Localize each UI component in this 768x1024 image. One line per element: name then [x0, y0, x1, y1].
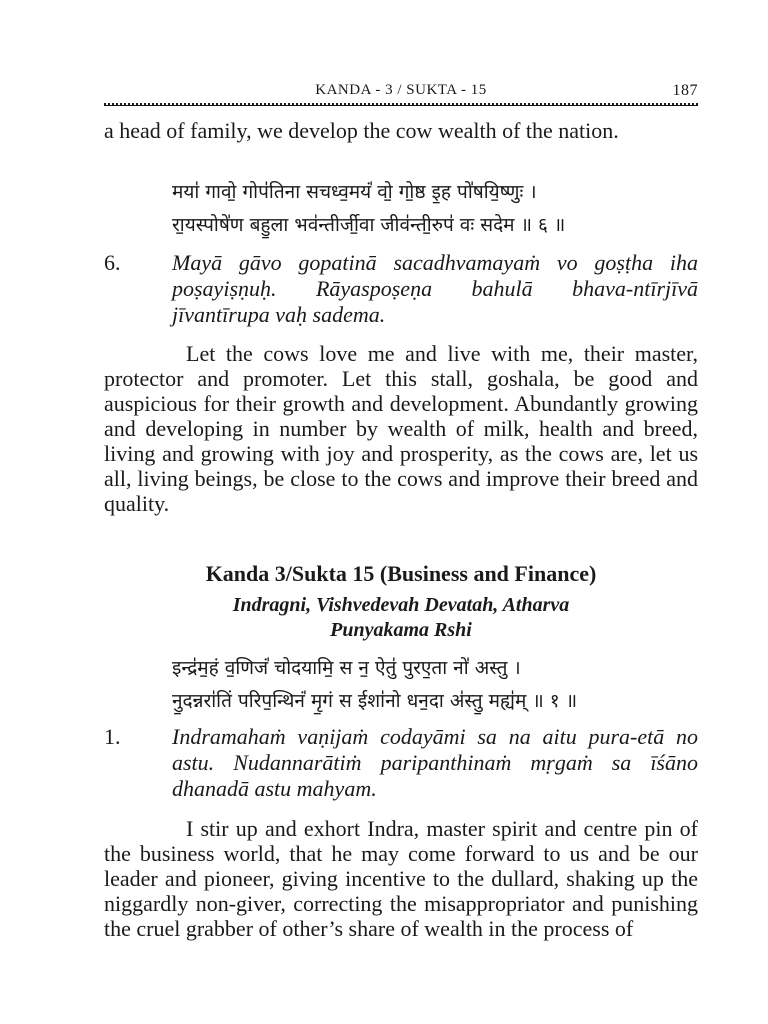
verse1-sanskrit-line2: नु॒दन्नरा॑तिं परिप॒न्थिनं॑ मृ॒गं स ईशा॑नो धन॒दा अ॑स्तु॒ मह्य॑म् ॥ १ ॥ — [172, 690, 578, 712]
section-heading: Kanda 3/Sukta 15 (Business and Finance) — [205, 561, 597, 586]
header-rule — [104, 103, 698, 106]
header-title: KANDA - 3 / SUKTA - 15 — [315, 82, 487, 98]
section-subheading-line1: Indragni, Vishvedevah Devatah, Atharva — [232, 594, 570, 616]
verse6-transliteration: Mayā gāvo gopatinā sacadhvamayaṁ vo goṣṭha iha poṣayiṣṇuḥ. Rāyaspoṣeṇa bahulā bhava-ntīrjīvā jīvantīrupa vaḥ sadema. — [172, 250, 698, 327]
verse1-transliteration: Indramahaṁ vaṇijaṁ codayāmi sa na aitu pura-etā no astu. Nudannarātiṁ paripanthinaṁ mṛgaṁ sa īśāno dhanadā astu mahyam. — [172, 724, 698, 801]
verse6-number: 6. — [104, 250, 121, 275]
verse1-sanskrit-line1: इन्द्र॑म॒हं व॒णिजं॑ चोदयामि॒ स न॒ ऐतु॑ पुरए॒ता नो॑ अस्तु । — [172, 657, 521, 679]
verse6-sanskrit-line2: रा॒यस्पोषे॑ण बहु॒ला भव॑न्तीर्जी॒वा जीव॑न्ती॒रुप॑ वः सदेम ॥ ६ ॥ — [172, 214, 566, 236]
section-subheading-line2: Punyakama Rshi — [330, 619, 472, 641]
page-number: 187 — [672, 82, 698, 99]
continuation-paragraph: a head of family, we develop the cow wealth of the nation. — [104, 118, 619, 143]
verse1-number: 1. — [104, 724, 121, 749]
running-header — [104, 82, 698, 104]
verse6-sanskrit-line1: मया॑ गावो॒ गोप॑तिना सचध्व॒मयं॑ वो॒ गो॒ष्ठ इ॒ह पो॑षयि॒ष्णुः । — [172, 181, 537, 203]
verse1-translation: I stir up and exhort Indra, master spirit and centre pin of the business world, that he may come forward to us and be our leader and pioneer, giving incentive to the dullard, shaking up the niggardly non-giver, correcting the misappropriator and punishing the cruel grabber of other’s share of wealth in the process of — [104, 816, 698, 941]
verse6-translation: Let the cows love me and live with me, their master, protector and promoter. Let this stall, goshala, be good and auspicious for their growth and development. Abundantly growing and developing in number by wealth of milk, health and breed, living and growing with joy and prosperity, as the cows are, let us all, living beings, be close to the cows and improve their breed and quality. — [104, 341, 698, 516]
